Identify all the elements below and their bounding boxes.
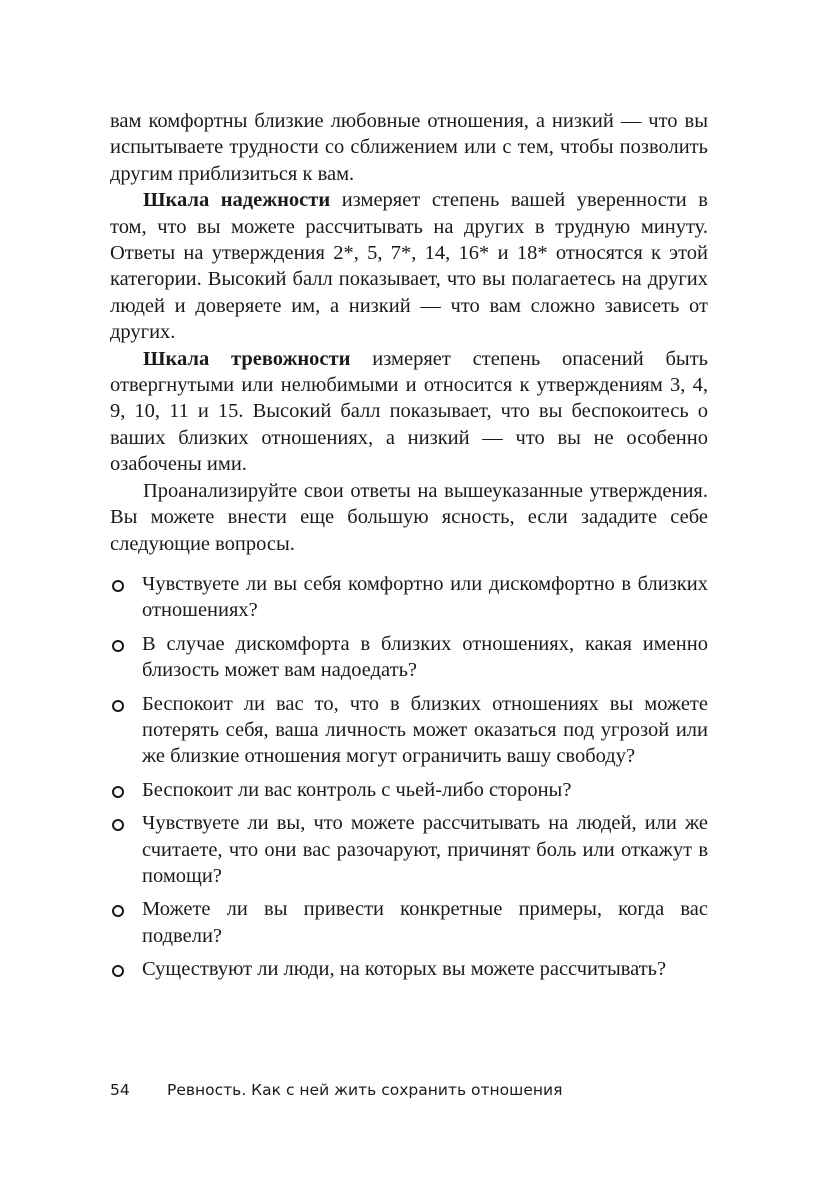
running-title: Ревность. Как с ней жить сохранить отношения [167,1081,563,1099]
page-footer [110,1081,562,1099]
list-item-text: Можете ли вы привести конкретные примеры, когда вас подвели? [142,898,708,947]
questions-list [110,571,708,983]
list-item-text: Чувствуете ли вы, что можете рассчитывать на людей, или же считаете, что они вас разочаруют, причинят боль или откажут в помощи? [142,812,708,887]
list-item [110,571,708,624]
paragraph-reliability-scale [110,187,708,345]
list-item [110,956,708,982]
term-reliability-scale: Шкала надежности [143,189,331,212]
list-item [110,631,708,684]
page-number: 54 [110,1081,130,1099]
list-item-text: Беспокоит ли вас то, что в близких отношениях вы можете потерять себя, ваша личность может оказаться под угрозой или же близкие отношения могут ограничить вашу свободу? [142,692,708,768]
page-body [110,108,708,990]
circle-bullet-icon [112,905,124,917]
circle-bullet-icon [112,700,124,712]
list-item-text: Беспокоит ли вас контроль с чьей-либо стороны? [142,778,572,801]
list-item-text: В случае дискомфорта в близких отношениях, какая именно близость может вам надоедать? [142,632,708,682]
list-item [110,691,708,770]
list-item [110,810,708,889]
anxiety-scale-text: измеряет степень опасений быть отвергнутыми или нелюбимыми и относится к утверждениям 3, 4, 9, 10, 11 и 15. Высокий балл показывает, что вы беспокоитесь о ваших близких отношениях, а низкий — что вы не особенно озабочены ими. [110,347,709,476]
paragraph-analyze: Проанализируйте свои ответы на вышеуказанные утверждения. Вы можете внести еще большую ясность, если зададите себе следующие вопросы. [110,479,708,555]
list-item-text: Существуют ли люди, на которых вы можете рассчитывать? [142,958,667,981]
reliability-scale-text: измеряет степень вашей уверенности в том, что вы можете рассчитывать на других в трудную минуту. Ответы на утверждения 2*, 5, 7*, 14, 16* и 18* относятся к этой категории. Высокий балл показывает, что вы полагаетесь на других людей и доверяете им, а низкий — что вам сложно зависеть от других. [110,189,708,344]
list-item-text: Чувствуете ли вы себя комфортно или дискомфортно в близких отношениях? [142,572,708,622]
term-anxiety-scale: Шкала тревожности [143,347,351,370]
paragraph-intro: вам комфортны близкие любовные отношения, а низкий — что вы испытываете трудности со сближением или с тем, чтобы позволить другим приблизиться к вам. [110,110,708,185]
list-item [110,896,708,949]
circle-bullet-icon [112,965,124,977]
paragraph-anxiety-scale [110,346,708,478]
circle-bullet-icon [112,580,124,592]
circle-bullet-icon [112,819,124,831]
circle-bullet-icon [112,640,124,652]
circle-bullet-icon [112,786,124,798]
list-item [110,777,708,803]
